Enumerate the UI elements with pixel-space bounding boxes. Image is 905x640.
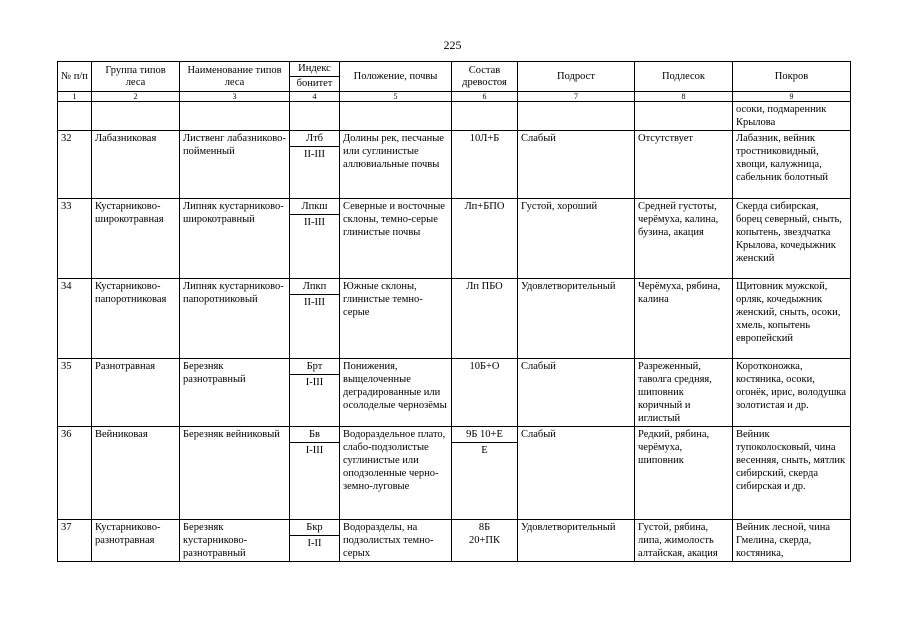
header-composition: Состав древостоя <box>452 62 518 92</box>
column-number: 1 <box>58 92 92 102</box>
row-num: 37 <box>58 520 92 562</box>
header-undergrowth: Подрост <box>518 62 635 92</box>
row-cover: Вейник тупоколосковый, чина весенняя, сныть, мятлик сибирский, скерда сибирская и др. <box>733 427 851 520</box>
row-bonitet: II-III <box>290 215 340 279</box>
row-index: Бкр <box>290 520 340 536</box>
row-shrubs: Отсутствует <box>635 131 733 199</box>
row-index: Лпкп <box>290 279 340 295</box>
row-position: Понижения, выщелоченные деградированные или осолоделые чернозёмы <box>340 359 452 427</box>
row-cover: Вейник лесной, чина Гмелина, скерда, костяника, <box>733 520 851 562</box>
row-position: Северные и восточные склоны, темно-серые глинистые почвы <box>340 199 452 279</box>
header-name: Наименование типов леса <box>180 62 290 92</box>
row-name: Липняк кустарниково-широкотравный <box>180 199 290 279</box>
row-undergrowth: Удовлетворительный <box>518 520 635 562</box>
column-number: 6 <box>452 92 518 102</box>
row-group: Лабазниковая <box>92 131 180 199</box>
row-bonitet: I-III <box>290 375 340 427</box>
table-row <box>58 427 851 443</box>
row-undergrowth: Густой, хороший <box>518 199 635 279</box>
table-row <box>58 359 851 375</box>
row-index: Брт <box>290 359 340 375</box>
row-undergrowth: Слабый <box>518 427 635 520</box>
row-composition-cell <box>452 520 518 562</box>
row-shrubs: Редкий, рябина, черёмуха, шиповник <box>635 427 733 520</box>
row-index: Бв <box>290 427 340 443</box>
row-num: 35 <box>58 359 92 427</box>
row-bonitet: I-III <box>290 443 340 520</box>
column-number: 5 <box>340 92 452 102</box>
row-bonitet: I-II <box>290 536 340 562</box>
row-composition: Лп ПБО <box>452 279 518 359</box>
header-num: № п/п <box>58 62 92 92</box>
header-index: Индекс <box>290 62 340 77</box>
table-row <box>58 131 851 147</box>
row-name: Липняк кустарниково-папоротниковый <box>180 279 290 359</box>
row-group: Кустарниково-папоротниковая <box>92 279 180 359</box>
row-num: 34 <box>58 279 92 359</box>
column-number: 2 <box>92 92 180 102</box>
column-number: 9 <box>733 92 851 102</box>
column-number-row <box>58 92 851 102</box>
row-position: Долины рек, песчаные или суглинистые аллювиальные почвы <box>340 131 452 199</box>
header-row-top <box>58 62 851 77</box>
row-shrubs: Средней густоты, черёмуха, калина, бузина, акация <box>635 199 733 279</box>
row-undergrowth: Слабый <box>518 131 635 199</box>
row-cover: Щитовник мужской, орляк, кочедыжник женский, сныть, осоки, хмель, копытень европейский <box>733 279 851 359</box>
row-composition: 8Б <box>478 522 491 533</box>
row-composition-secondary: 20+ПК <box>468 535 500 546</box>
table-row <box>58 199 851 215</box>
continuation-row <box>58 102 851 131</box>
row-undergrowth: Удовлетворительный <box>518 279 635 359</box>
header-cover: Покров <box>733 62 851 92</box>
row-composition: 10Б+О <box>452 359 518 427</box>
forest-types-table <box>57 61 851 562</box>
header-position: Положение, почвы <box>340 62 452 92</box>
row-index: Лтб <box>290 131 340 147</box>
row-bonitet: II-III <box>290 147 340 199</box>
row-shrubs: Разреженный, таволга средняя, шиповник коричный и иглистый <box>635 359 733 427</box>
column-number: 7 <box>518 92 635 102</box>
header-bonitet: бонитет <box>290 77 340 92</box>
header-group: Группа типов леса <box>92 62 180 92</box>
row-index: Лпкш <box>290 199 340 215</box>
row-cover: Скерда сибирская, борец северный, сныть, копытень, звездчатка Крылова, кочедыжник женский <box>733 199 851 279</box>
column-number: 8 <box>635 92 733 102</box>
row-group: Кустарниково-разнотравная <box>92 520 180 562</box>
row-composition: 9Б 10+Е <box>452 427 518 443</box>
column-number: 4 <box>290 92 340 102</box>
row-num: 32 <box>58 131 92 199</box>
row-position: Южные склоны, глинистые темно-серые <box>340 279 452 359</box>
row-bonitet: II-III <box>290 295 340 359</box>
row-cover: Лабазник, вейник тростниковидный, хвощи, калужница, сабельник болотный <box>733 131 851 199</box>
row-group: Кустарниково-широкотравная <box>92 199 180 279</box>
row-name: Лиственг лабазниково-пойменный <box>180 131 290 199</box>
row-shrubs: Черёмуха, рябина, калина <box>635 279 733 359</box>
row-num: 36 <box>58 427 92 520</box>
row-position: Водораздельное плато, слабо-подзолистые суглинистые или оподзоленные черно-земно-луговые <box>340 427 452 520</box>
row-name: Березняк кустарниково-разнотравный <box>180 520 290 562</box>
row-composition-secondary: Е <box>452 443 518 520</box>
row-composition: 10Л+Б <box>452 131 518 199</box>
row-cover: Коротконожка, костяника, осоки, огонёк, ирис, володушка золотистая и др. <box>733 359 851 427</box>
continuation-cover: осоки, подмаренник Крылова <box>733 102 851 131</box>
row-name: Березняк вейниковый <box>180 427 290 520</box>
row-undergrowth: Слабый <box>518 359 635 427</box>
row-name: Березняк разнотравный <box>180 359 290 427</box>
table-row <box>58 279 851 295</box>
page-number: 225 <box>443 38 462 52</box>
row-position: Водоразделы, на подзолистых темно-серых <box>340 520 452 562</box>
row-group: Разнотравная <box>92 359 180 427</box>
row-composition: Лп+БПО <box>452 199 518 279</box>
row-group: Вейниковая <box>92 427 180 520</box>
table-row <box>58 520 851 536</box>
column-number: 3 <box>180 92 290 102</box>
row-shrubs: Густой, рябина, липа, жимолость алтайская, акация <box>635 520 733 562</box>
header-shrubs: Подлесок <box>635 62 733 92</box>
row-num: 33 <box>58 199 92 279</box>
